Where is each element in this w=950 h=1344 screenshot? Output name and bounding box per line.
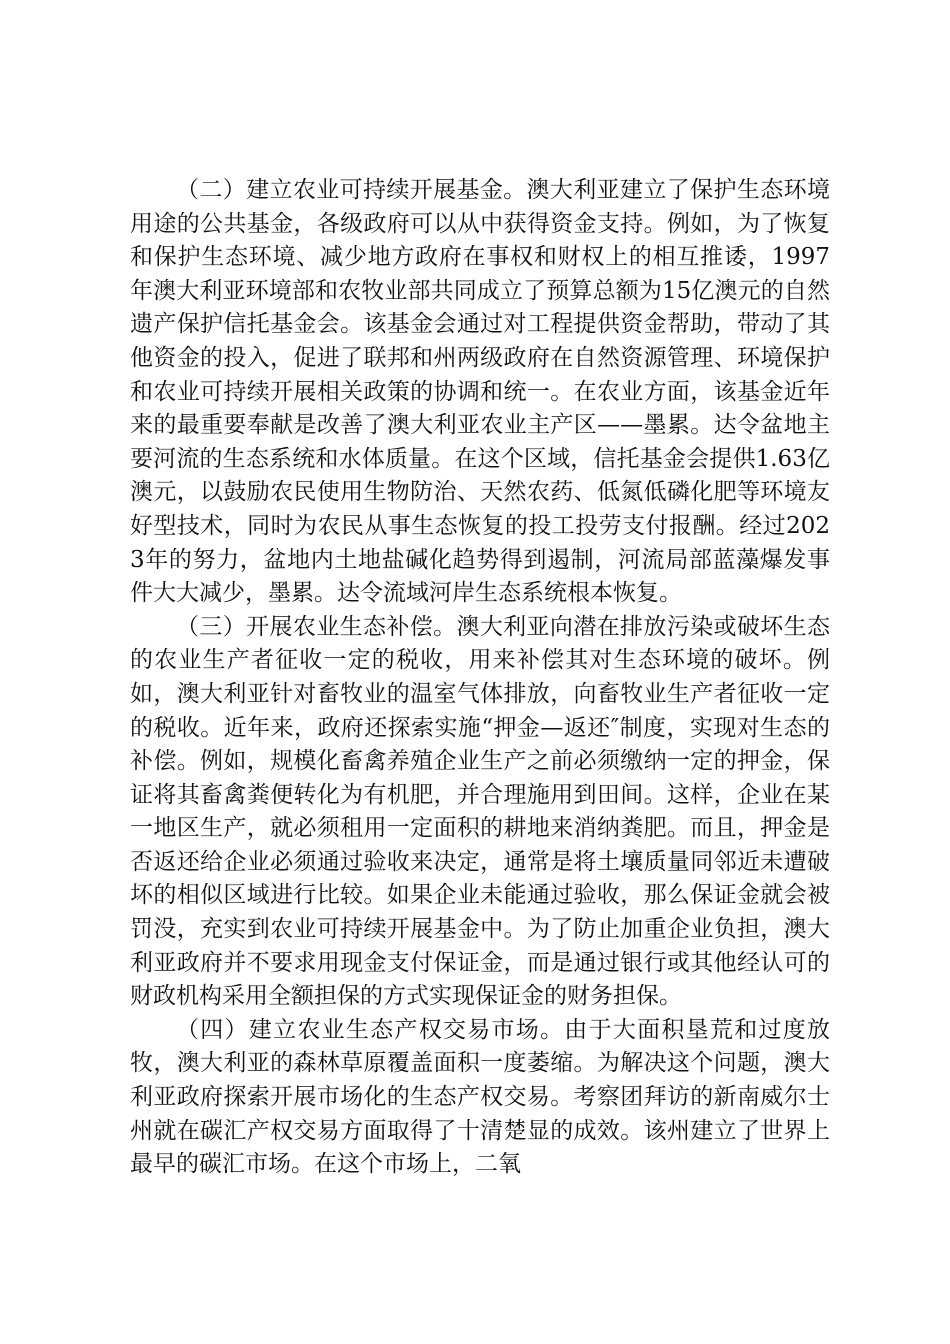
paragraph-property-market: （四）建立农业生态产权交易市场。由于大面积垦荒和过度放牧，澳大利亚的森林草原覆盖面积一度萎缩。为解决这个问题，澳大利亚政府探索开展市场化的生态产权交易。考察团拜访的新南威尔士州就在碳汇产权交易方面取得了十清楚显的成效。该州建立了世界上最早的碳汇市场。在这个市场上，二氧 [130,1016,830,1178]
document-body [130,174,830,1182]
paragraph-agri-fund: （二）建立农业可持续开展基金。澳大利亚建立了保护生态环境用途的公共基金，各级政府可以从中获得资金支持。例如，为了恢复和保护生态环境、减少地方政府在事权和财权上的相互推诿，1997年澳大利亚环境部和农牧业部共同成立了预算总额为15亿澳元的自然遗产保护信托基金会。该基金会通过对工程提供资金帮助，带动了其他资金的投入，促进了联邦和州两级政府在自然资源管理、环境保护和农业可持续开展相关政策的协调和统一。在农业方面，该基金近年来的最重要奉献是改善了澳大利亚农业主产区——墨累。达令盆地主要河流的生态系统和水体质量。在这个区域，信托基金会提供1.63亿澳元，以鼓励农民使用生物防治、天然农药、低氮低磷化肥等环境友好型技术，同时为农民从事生态恢复的投工投劳支付报酬。经过2023年的努力，盆地内土地盐碱化趋势得到遏制，河流局部蓝藻爆发事件大大减少，墨累。达令流域河岸生态系统根本恢复。 [130,177,830,607]
paragraph-eco-compensation: （三）开展农业生态补偿。澳大利亚向潜在排放污染或破坏生态的农业生产者征收一定的税收，用来补偿其对生态环境的破坏。例如，澳大利亚针对畜牧业的温室气体排放，向畜牧业生产者征收一定的税收。近年来，政府还探索实施“押金—返还″制度，实现对生态的补偿。例如，规模化畜禽养殖企业生产之前必须缴纳一定的押金，保证将其畜禽粪便转化为有机肥，并合理施用到田间。这样，企业在某一地区生产，就必须租用一定面积的耕地来消纳粪肥。而且，押金是否返还给企业必须通过验收来决定，通常是将土壤质量同邻近未遭破坏的相似区域进行比较。如果企业未能通过验收，那么保证金就会被罚没，充实到农业可持续开展基金中。为了防止加重企业负担，澳大利亚政府并不要求用现金支付保证金，而是通过银行或其他经认可的财政机构采用全额担保的方式实现保证金的财务担保。 [130,613,830,1010]
